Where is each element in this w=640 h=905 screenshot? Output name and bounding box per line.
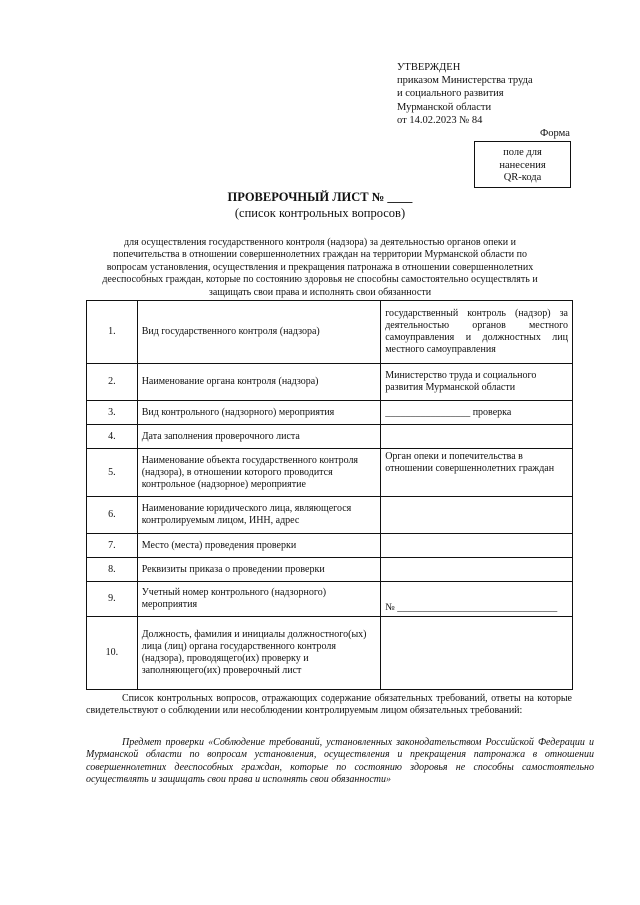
row-value[interactable] [381,558,573,582]
row-number: 5. [87,449,138,497]
row-number: 6. [87,497,138,534]
row-number: 10. [87,617,138,690]
table-row [87,534,573,558]
inspection-subject: Предмет проверки «Соблюдение требований, установленных законодательством Российской Федерации и Мурманской области по вопросам установления, осуществления и прекращения патронажа в отношении совершеннолетних дееспособных граждан, которые по состоянию здоровья не способны самостоятельно осуществлять и защищать свои права и исполнять свои обязанности» [86,737,594,786]
checklist-table [86,300,573,690]
table-row [87,301,573,364]
row-label: Наименование объекта государственного контроля (надзора), в отношении которого проводится контрольное (надзорное) мероприятие [137,449,381,497]
row-label: Дата заполнения проверочного листа [137,425,381,449]
row-number: 1. [87,301,138,364]
row-value[interactable] [381,425,573,449]
row-label: Учетный номер контрольного (надзорного) мероприятия [137,582,381,617]
approval-line: и социального развития [397,88,504,100]
row-number: 2. [87,364,138,401]
row-label: Наименование органа контроля (надзора) [137,364,381,401]
row-value[interactable]: государственный контроль (надзор) за деятельностью органов местного самоуправления и должностных лиц местного самоуправления [381,301,573,364]
table-row [87,449,573,497]
row-value[interactable]: Министерство труда и социального развития Мурманской области [381,364,573,401]
qr-box-line: поле для [503,147,542,158]
row-number: 8. [87,558,138,582]
row-label: Вид государственного контроля (надзора) [137,301,381,364]
row-value[interactable] [381,497,573,534]
document-subtitle: (список контрольных вопросов) [234,206,406,220]
row-value[interactable]: № ________________________________ [381,582,573,617]
row-number: 9. [87,582,138,617]
table-row [87,425,573,449]
row-number: 4. [87,425,138,449]
table-row [87,364,573,401]
row-value[interactable] [381,534,573,558]
approval-line: Мурманской области [397,101,492,113]
qr-box-line: нанесения [499,159,546,171]
qr-code-placeholder [474,141,571,188]
row-number: 3. [87,401,138,425]
approval-date: от 14.02.2023 № 84 [397,114,483,126]
row-label: Должность, фамилия и инициалы должностного(ых) лица (лиц) органа государственного контроля (надзора), проводящего(их) проверку и заполняющего(их) проверочный лист [137,617,381,690]
approval-line: приказом Министерства труда [397,75,533,87]
row-label: Реквизиты приказа о проведении проверки [137,558,381,582]
intro-paragraph: для осуществления государственного контроля (надзора) за деятельностью органов опеки и попечительства в отношении совершеннолетних граждан на территории Мурманской области по вопросам установления, осуществления и прекращения патронажа в отношении совершеннолетних дееспособных граждан, которые по состоянию здоровья не способны самостоятельно осуществлять и защищать свои права и исполнять свои обязанности [102,237,538,298]
table-row [87,401,573,425]
row-value[interactable]: Орган опеки и попечительства в отношении совершеннолетних граждан [381,449,573,497]
row-number: 7. [87,534,138,558]
document-title: ПРОВЕРОЧНЫЙ ЛИСТ № ____ [227,190,413,204]
approval-stamp [397,61,533,127]
row-value[interactable]: _________________ проверка [381,401,573,425]
row-label: Место (места) проведения проверки [137,534,381,558]
row-label: Наименование юридического лица, являющегося контролируемым лицом, ИНН, адрес [137,497,381,534]
approval-title: УТВЕРЖДЕН [397,62,461,73]
questions-intro: Список контрольных вопросов, отражающих содержание обязательных требований, ответы на которые свидетельствуют о соблюдении или несоблюдении контролируемым лицом обязательных требований: [86,693,572,717]
table-row [87,497,573,534]
table-row [87,582,573,617]
qr-box-line: QR-кода [503,172,542,183]
table-row [87,558,573,582]
table-row [87,617,573,690]
row-label: Вид контрольного (надзорного) мероприятия [137,401,381,425]
row-value[interactable] [381,617,573,690]
form-label: Форма [540,128,570,139]
